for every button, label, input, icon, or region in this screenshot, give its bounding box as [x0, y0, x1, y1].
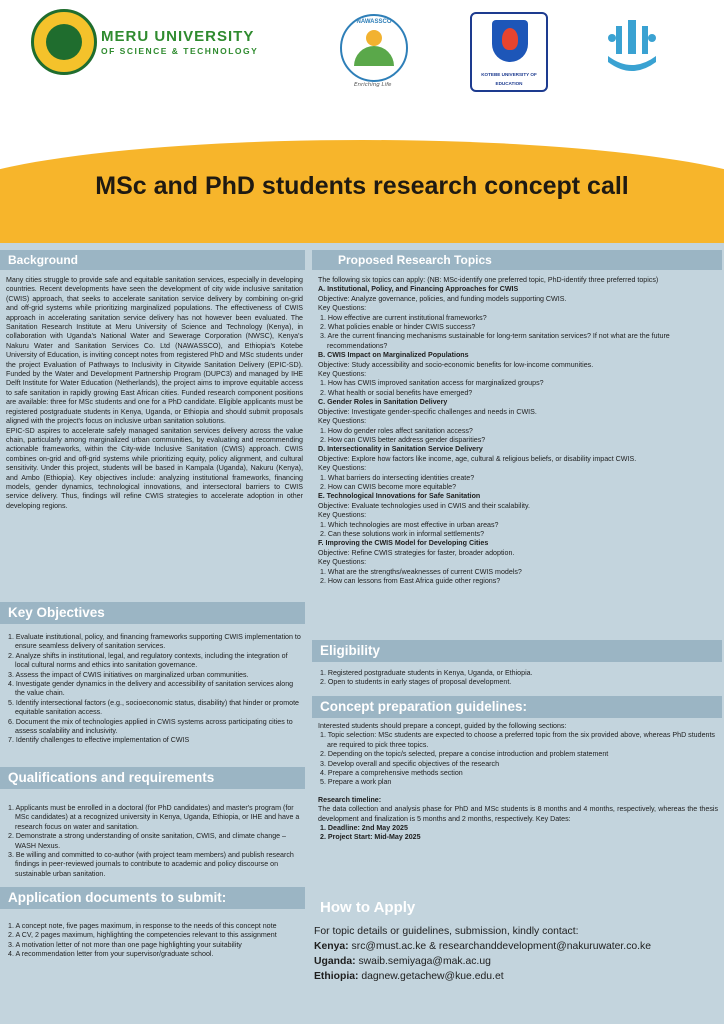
list-item: 2. Demonstrate a strong understanding of onsite sanitation, CWIS, and climate change –WASH Nexus. [6, 832, 303, 851]
contact-uganda [314, 956, 719, 967]
key-date: 1. Deadline: 2nd May 2025 [318, 824, 718, 833]
nawassco-name: NAWASSCO [356, 19, 392, 25]
topic-block [318, 539, 718, 586]
application-documents-heading: Application documents to submit: [0, 887, 305, 909]
research-topics-heading: Proposed Research Topics [312, 250, 722, 270]
uni-name-line2: OF SCIENCE & TECHNOLOGY [101, 46, 259, 56]
background-text [6, 276, 303, 511]
list-item: 3. Are the current financing mechanisms sustainable for long-term sanitation services? If not what are the future recommendations? [318, 332, 718, 351]
contact-email[interactable]: swaib.semiyaga@mak.ac.ug [358, 956, 491, 967]
timeline-text: The data collection and analysis phase for PhD and MSc students is 8 months and 4 months, respectively, whereas the thesis development and finalization is 5 months and 2 months, respectively. Key Dates: [318, 805, 718, 823]
sun-icon [366, 30, 382, 46]
topic-title: F. Improving the CWIS Model for Developing Cities [318, 539, 489, 548]
concept-guidelines-body [318, 722, 718, 843]
topics-intro: The following six topics can apply: (NB: MSc-identify one preferred topic, PhD-identify three preferred topics) [318, 276, 659, 284]
key-questions-label: Key Questions: [318, 464, 367, 473]
list-item: 3. A motivation letter of not more than one page highlighting your suitability [6, 941, 303, 950]
topic-objective: Objective: Analyze governance, policies, and funding models supporting CWIS. [318, 294, 567, 303]
topic-title: A. Institutional, Policy, and Financing Approaches for CWIS [318, 285, 519, 294]
key-date: 2. Project Start: Mid-May 2025 [318, 833, 718, 842]
list-item: 2. How can CWIS become more equitable? [318, 483, 718, 492]
list-item: 1. What barriers do intersecting identities create? [318, 474, 718, 483]
meru-university-name [101, 28, 258, 56]
timeline-label: Research timeline: [318, 795, 382, 804]
contact-ethiopia [314, 971, 719, 982]
topic-title: C. Gender Roles in Sanitation Delivery [318, 398, 448, 407]
list-item: 3. Be willing and committed to co-author (with project team members) and publish research findings in peer-reviewed journals to contribute to academic and policy discourse on sustainable urban sanitation. [6, 851, 303, 879]
contact-country: Kenya: [314, 941, 349, 952]
list-item: 6. Document the mix of technologies applied in CWIS systems across participating cities to assess scalability and inclusivity. [6, 718, 303, 737]
topic-objective: Objective: Refine CWIS strategies for faster, broader adoption. [318, 548, 515, 557]
qualifications-list [6, 804, 303, 879]
contact-country: Uganda: [314, 956, 356, 967]
key-objectives-list [6, 633, 303, 746]
hill-icon [354, 46, 394, 66]
key-questions-label: Key Questions: [318, 558, 367, 567]
topic-block [318, 285, 718, 351]
list-item: 2. What health or social benefits have emerged? [318, 389, 718, 398]
topic-title: D. Intersectionality in Sanitation Service Delivery [318, 445, 483, 454]
list-item: 5. Identify intersectional factors (e.g., socioeconomic status, disability) that hinder or promote equitable sanitation access. [6, 699, 303, 718]
uni-name-line1: MERU UNIVERSITY [101, 28, 255, 45]
topic-block [318, 398, 718, 445]
qualifications-heading: Qualifications and requirements [0, 767, 305, 789]
list-item: 1. Registered postgraduate students in Kenya, Uganda, or Ethiopia. [318, 669, 718, 678]
list-item: 2. Can these solutions work in informal settlements? [318, 530, 718, 539]
key-questions-label: Key Questions: [318, 304, 367, 313]
topic-block [318, 492, 718, 539]
list-item: 4. Investigate gender dynamics in the delivery and accessibility of sanitation services along the value chain. [6, 680, 303, 699]
list-item: 4. Prepare a comprehensive methods section [318, 769, 718, 778]
list-item: 1. Topic selection: MSc students are expected to choose a preferred topic from the six provided above, whereas PhD students are required to pick three topics. [318, 731, 718, 750]
apply-intro: For topic details or guidelines, submission, kindly contact: [314, 926, 579, 937]
topic-objective: Objective: Study accessibility and socio-economic benefits for low-income communities. [318, 360, 594, 369]
research-topics-body [318, 276, 718, 586]
list-item: 1. Evaluate institutional, policy, and financing frameworks supporting CWIS implementation to ensure seamless delivery of sanitation services. [6, 633, 303, 652]
key-questions-label: Key Questions: [318, 370, 367, 379]
background-paragraph: EPIC-SD aspires to accelerate safely managed sanitation services delivery across the value chain, particularly among marginalized urban communities, by evaluating and recommending actionable frameworks, within the City-wide Inclusive Sanitation (CWIS) approach. CWIS combines on-grid and off-grid systems while prioritizing equity, policy alignment, and cultural sensitivity. Under this project, students will be based in Kampala (Uganda), Nakuru (Kenya), and Ambo (Ethiopia). Key objectives include: analyzing institutional frameworks, financing models, gender dynamics, technological innovations, and intersectoral barriers to CWIS service delivery. Thus, findings will refine CWIS strategies to accelerate adoption in other developing regions. [6, 426, 303, 510]
key-questions-label: Key Questions: [318, 511, 367, 520]
contact-email[interactable]: dagnew.getachew@kue.edu.et [361, 971, 504, 982]
how-to-apply-heading: How to Apply [320, 899, 416, 916]
list-item: 2. How can CWIS better address gender disparities? [318, 436, 718, 445]
list-item: 7. Identify challenges to effective implementation of CWIS [6, 736, 303, 745]
contact-kenya [314, 941, 719, 952]
ihe-delft-logo [600, 16, 664, 80]
topic-objective: Objective: Explore how factors like income, age, cultural & religious beliefs, or disability impact CWIS. [318, 454, 637, 463]
topic-block [318, 445, 718, 492]
contact-email[interactable]: src@must.ac.ke & researchanddevelopment@nakuruwater.co.ke [351, 941, 652, 952]
list-item: 2. How can lessons from East Africa guide other regions? [318, 577, 718, 586]
list-item: 4. A recommendation letter from your supervisor/graduate school. [6, 950, 303, 959]
list-item: 2. A CV, 2 pages maximum, highlighting the competencies relevant to this assignment [6, 931, 303, 940]
nawassco-logo [340, 14, 408, 82]
topic-objective: Objective: Investigate gender-specific challenges and needs in CWIS. [318, 407, 537, 416]
key-questions-label: Key Questions: [318, 417, 367, 426]
list-item: 3. Assess the impact of CWIS initiatives on marginalized urban communities. [6, 671, 303, 680]
topic-title: E. Technological Innovations for Safe Sanitation [318, 492, 481, 501]
contact-country: Ethiopia: [314, 971, 359, 982]
list-item: 1. What are the strengths/weaknesses of current CWIS models? [318, 568, 718, 577]
concept-guidelines-heading: Concept preparation guidelines: [312, 696, 722, 718]
list-item: 2. Open to students in early stages of proposal development. [318, 678, 718, 687]
list-item: 5. Prepare a work plan [318, 778, 718, 787]
kotebe-university-logo [470, 12, 548, 92]
key-objectives-heading: Key Objectives [0, 602, 305, 624]
meru-logo-emblem [46, 24, 82, 60]
header [0, 0, 724, 243]
eligibility-list [318, 669, 718, 688]
list-item: 2. What policies enable or hinder CWIS success? [318, 323, 718, 332]
list-item: 1. Which technologies are most effective in urban areas? [318, 521, 718, 530]
list-item: 1. How has CWIS improved sanitation access for marginalized groups? [318, 379, 718, 388]
list-item: 1. How do gender roles affect sanitation access? [318, 427, 718, 436]
background-heading: Background [0, 250, 305, 270]
background-paragraph: Many cities struggle to provide safe and equitable sanitation services, especially in developing countries. Recent developments have seen the development of city wide inclusive sanitation (CWIS) approach, that seeks to accelerate sanitation service delivery by combining on-grid and off-grid systems while prioritizing marginalized populations. The effectiveness of CWIS approach in accelerating sanitation service delivery has not however been evaluated. The Sanitation Research Institute at Meru University of Science and Technology (Kenya), in collaboration with Uganda's National Water and Sewerage Corporation (NWSC), Kenya's Nakuru Water and Sanitation Services Co. Ltd (NAWASSCO), and Ethiopia's Kotebe University of Education, is inviting concept notes from registered PhD and MSc students under the project Evaluation of Pathways to Inclusivity in Citywide Sanitation Delivery (EPIC-SD). Funded by the Water and Development Partnership Program (DUPC3) and managed by IHE Delft Institute for Water Education (Netherlands), the project aims to improve equitable access to safe sanitation in rapidly growing East African cities. Funded research component positions are available: three for MSc students and one for a PhD candidate. Eligible applicants must be registered postgraduate students in Kenya, Uganda, or Ethiopia and should submit proposals aligned with the project's focus on inclusive urban sanitation solutions. [6, 276, 303, 426]
application-documents-list [6, 922, 303, 960]
topic-block [318, 351, 718, 398]
nawassco-tagline: Enriching Life [354, 82, 392, 88]
list-item: 1. A concept note, five pages maximum, in response to the needs of this concept note [6, 922, 303, 931]
eligibility-heading: Eligibility [312, 640, 722, 662]
flame-icon [502, 28, 518, 50]
list-item: 2. Analyze shifts in institutional, legal, and regulatory contexts, including the integration of local cultural norms and ethics into sanitation governance. [6, 652, 303, 671]
topic-objective: Objective: Evaluate technologies used in CWIS and their scalability. [318, 501, 531, 510]
list-item: 1. Applicants must be enrolled in a doctoral (for PhD candidates) and master's program (for MSc candidates) at a recognized university in Kenya, Uganda, Ethiopia, or IHE and have a research focus on water and sanitation. [6, 804, 303, 832]
ihe-emblem-icon [600, 16, 664, 80]
concept-intro: Interested students should prepare a concept, guided by the following sections: [318, 722, 567, 730]
meru-university-logo [31, 9, 97, 75]
topic-title: B. CWIS Impact on Marginalized Populations [318, 351, 469, 360]
list-item: 3. Develop overall and specific objectives of the research [318, 760, 718, 769]
page-title: MSc and PhD students research concept call [95, 172, 629, 200]
list-item: 1. How effective are current institutional frameworks? [318, 314, 718, 323]
list-item: 2. Depending on the topic/s selected, prepare a concise introduction and problem statement [318, 750, 718, 759]
kotebe-caption: KOTEBE UNIVERSITY OF EDUCATION [481, 72, 537, 87]
